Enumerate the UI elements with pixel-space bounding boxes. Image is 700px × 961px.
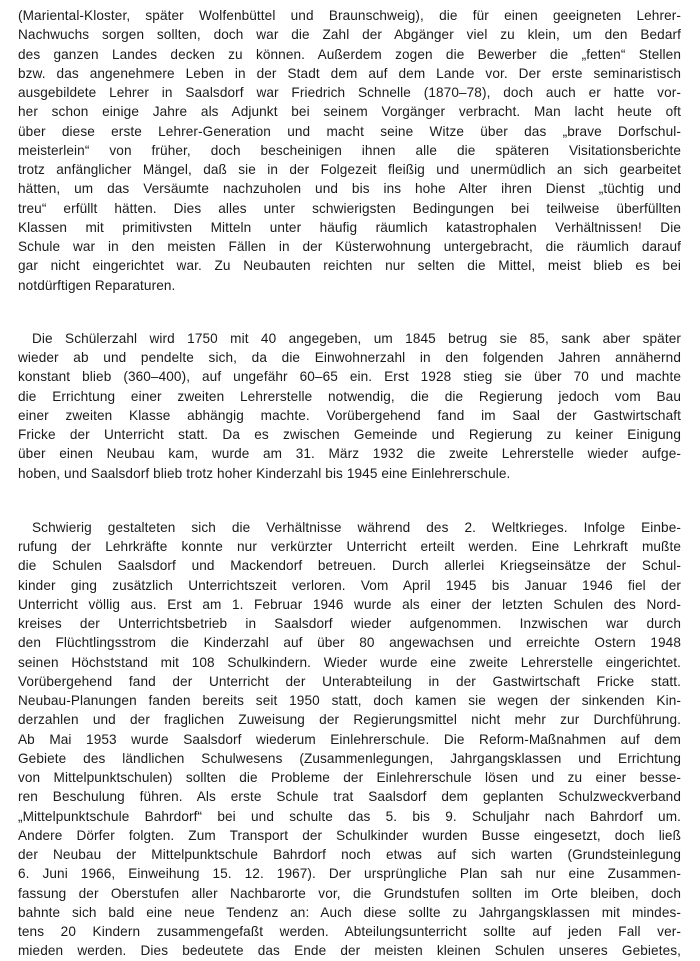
text-line: Ab Mai 1953 wurde Saalsdorf wiederum Einlehrerschule. Die Reform-Maßnahmen auf dem bbox=[18, 731, 681, 747]
text-line: bahnte sich bald eine neue Tendenz an: Auch diese sollte zu Jahrgangsklassen mit mindes- bbox=[18, 904, 681, 920]
text-line: über diese erste Lehrer-Generation und macht seine Witze über das „brave Dorfschul- bbox=[18, 123, 681, 139]
text-line: meisterlein“ von früher, doch bescheinigen ihnen alle die späteren Visitationsberichte bbox=[18, 142, 681, 158]
text-line: trotz anfänglicher Mängel, daß sie in der Folgezeit fleißig und unermüdlich an sich gearbeitet bbox=[18, 162, 681, 177]
text-line: Schwierig gestalteten sich die Verhältnisse während des 2. Weltkrieges. Infolge Einbe- bbox=[32, 519, 681, 535]
text-line: Fricke der Unterricht statt. Da es zwischen Gemeinde und Regierung zu keiner Einigung bbox=[18, 427, 681, 442]
text-line: tens 20 Kindern zusammengefaßt werden. Abteilungsunterricht sollte auf jeden Fall ver- bbox=[18, 924, 681, 939]
text-line: Nachwuchs sorgen sollten, doch war die Zahl der Abgänger viel zu klein, um den Bedarf bbox=[18, 27, 681, 43]
document-page bbox=[18, 6, 681, 961]
text-line: Andere Dörfer folgten. Zum Transport der Schulkinder wurden Busse eingesetzt, doch ließ bbox=[18, 827, 681, 843]
text-line: kreises der Unterrichtsbetrieb in Saalsdorf wieder aufgenommen. Inzwischen war durch bbox=[18, 616, 681, 631]
text-line: des ganzen Landes decken zu können. Außerdem zogen die Bewerber die „fetten“ Stellen bbox=[18, 46, 681, 62]
text-line: treu“ erfüllt hätten. Dies alles unter schwierigsten Bedingungen bei teilweise überfüllten bbox=[18, 200, 681, 216]
text-line: seinen Höchststand mit 108 Schulkindern. Wieder wurde eine zweite Lehrerstelle eingerichtet. bbox=[18, 654, 681, 670]
text-line: notdürftigen Reparaturen. bbox=[18, 277, 176, 293]
text-line: mieden werden. Dies bedeutete das Ende der meisten kleinen Schulen unseres Gebietes, bbox=[18, 943, 681, 959]
text-line: gar nicht eingerichtet war. Zu Neubauten reichten nur selten die Mittel, meist blieb es bei bbox=[18, 258, 681, 274]
text-line: Klassen mit primitivsten Mitteln unter häufig räumlich katastrophalen Verhältnissen! Die bbox=[18, 219, 681, 235]
text-line: hoben, und Saalsdorf blieb trotz hoher Kinderzahl bis 1945 eine Einlehrerschule. bbox=[18, 465, 511, 481]
text-line: der Neubau der Mittelpunktschule Bahrdorf noch etwas auf sich warten (Grundsteinlegung bbox=[18, 847, 681, 862]
text-line: ren Beschulung führen. Als erste Schule trat Saalsdorf dem geplanten Schulzweckverband bbox=[18, 789, 681, 805]
text-line: die Errichtung einer zweiten Lehrerstelle notwendig, die die Regierung jedoch vom Bau bbox=[18, 388, 681, 404]
text-line: die Schulen Saalsdorf und Mackendorf betreuen. Durch allerlei Kriegseinsätze der Schul- bbox=[18, 558, 681, 574]
text-line: fassung der Oberstufen aller Nachbarorte vor, die Grundstufen sollten im Orte bleiben, doch bbox=[18, 885, 681, 901]
text-line: her schon einige Jahre als Adjunkt bei seinem Vorgänger verbracht. Man lacht heute oft bbox=[18, 104, 681, 120]
text-line: bzw. das angenehmere Leben in der Stadt dem auf dem Lande vor. Der erste seminaristisch bbox=[18, 65, 681, 81]
paragraph-teacher-training bbox=[18, 6, 681, 295]
text-line: Vorübergehend fand der Unterricht der Unterabteilung in der Gastwirtschaft Fricke statt. bbox=[18, 673, 681, 689]
text-line: „Mittelpunktschule Bahrdorf“ bei und schulte das 5. bis 9. Schuljahr nach Bahrdorf um. bbox=[18, 808, 681, 824]
text-line: Neubau-Planungen fanden bereits seit 1950 statt, doch kamen sie wegen der sinkenden Kin- bbox=[18, 693, 681, 708]
text-line: rufung der Lehrkräfte konnte nur verkürzter Unterricht erteilt werden. Eine Lehrkraft mußte bbox=[18, 539, 681, 554]
text-line: kinder ging zusätzlich Unterrichtszeit verloren. Vom April 1945 bis Januar 1946 fiel der bbox=[18, 577, 681, 593]
text-line: Die Schülerzahl wird 1750 mit 40 angegeben, um 1845 betrug sie 85, sank aber später bbox=[32, 330, 681, 346]
text-line: derzahlen und der fraglichen Zuweisung der Regierungsmittel nicht mehr zur Durchführung. bbox=[18, 712, 681, 728]
text-line: Unterricht völlig aus. Erst am 1. Februar 1946 wurde als einer der letzten Schulen des Nord- bbox=[18, 596, 681, 612]
text-line: konstant blieb (360–400), auf ungefähr 60–65 ein. Erst 1928 stieg sie über 70 und machte bbox=[18, 369, 681, 385]
text-line: 6. Juni 1966, Einweihung 15. 12. 1967). Der ursprüngliche Plan sah nur eine Zusammen- bbox=[18, 866, 681, 882]
text-line: hätten, um das Versäumte nachzuholen und bis ins hohe Alter ihren Dienst „tüchtig und bbox=[18, 181, 681, 197]
text-line: von Mittelpunktschulen) sollten die Probleme der Einlehrerschule lösen und zu einer besse- bbox=[18, 770, 681, 785]
text-line: (Mariental-Kloster, später Wolfenbüttel und Braunschweig), die für einen geeigneten Lehrer- bbox=[18, 8, 681, 23]
paragraph-war-and-reform bbox=[18, 518, 681, 961]
text-line: einer zweiten Klasse abhängig machte. Vorübergehend fand im Saal der Gastwirtschaft bbox=[18, 407, 681, 423]
text-line: Gebiete des ländlichen Schulwesens (Zusammenlegungen, Jahrgangsklassen und Errichtung bbox=[18, 750, 681, 766]
text-line: wieder ab und pendelte sich, da die Einwohnerzahl in den folgenden Jahren annähernd bbox=[18, 350, 681, 365]
text-line: Schule war in den meisten Fällen in der Küsterwohnung untergebracht, die räumlich darauf bbox=[18, 239, 681, 254]
text-line: den Flüchtlingsstrom die Kinderzahl auf über 80 angewachsen und erreichte Ostern 1948 bbox=[18, 635, 681, 651]
text-line: ausgebildete Lehrer in Saalsdorf war Friedrich Schnelle (1870–78), doch auch er hatte vor- bbox=[18, 85, 681, 100]
text-line: über einen Neubau kam, wurde am 31. März 1932 die zweite Lehrerstelle wieder aufge- bbox=[18, 446, 681, 462]
paragraph-pupil-numbers bbox=[18, 329, 681, 483]
